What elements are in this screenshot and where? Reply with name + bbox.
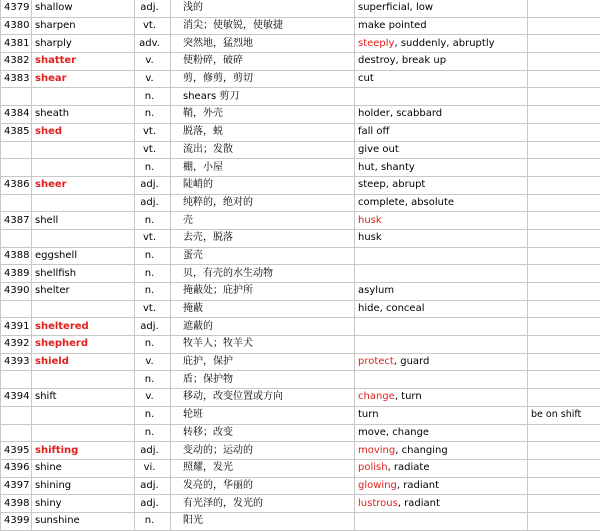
synonym-text: , changing: [395, 445, 447, 456]
english-synonyms: [355, 477, 528, 495]
entry-number: 4385: [1, 123, 32, 141]
headword: [32, 300, 135, 318]
entry-number: 4383: [1, 70, 32, 88]
entry-number: 4382: [1, 53, 32, 71]
usage-example: [528, 283, 600, 301]
headword: sharply: [32, 35, 135, 53]
table-row: [1, 247, 600, 265]
table-row: [1, 459, 600, 477]
table-row: [1, 353, 600, 371]
headword: shining: [32, 477, 135, 495]
chinese-meaning: 剪，修剪，剪切: [171, 70, 355, 88]
part-of-speech: n.: [135, 247, 171, 265]
chinese-meaning: 鞘，外壳: [171, 106, 355, 124]
usage-example: [528, 17, 600, 35]
table-row: [1, 512, 600, 530]
usage-example: [528, 176, 600, 194]
english-synonyms: [355, 336, 528, 354]
table-row: [1, 424, 600, 442]
chinese-meaning: 移动，改变位置或方向: [171, 389, 355, 407]
english-synonyms: [355, 176, 528, 194]
part-of-speech: vi.: [135, 459, 171, 477]
table-row: [1, 159, 600, 177]
english-synonyms: [355, 371, 528, 389]
headword: shelter: [32, 283, 135, 301]
usage-example: [528, 70, 600, 88]
entry-number: [1, 300, 32, 318]
usage-example: [528, 35, 600, 53]
english-synonyms: [355, 318, 528, 336]
part-of-speech: v.: [135, 53, 171, 71]
entry-number: 4394: [1, 389, 32, 407]
english-synonyms: [355, 70, 528, 88]
headword: shatter: [32, 53, 135, 71]
synonym-text: , turn: [395, 391, 422, 402]
synonym-text: , radiate: [388, 462, 430, 473]
chinese-meaning: 突然地，猛烈地: [171, 35, 355, 53]
chinese-meaning: 脱落，蜕: [171, 123, 355, 141]
table-row: [1, 389, 600, 407]
entry-number: 4397: [1, 477, 32, 495]
english-synonyms: [355, 459, 528, 477]
headword: [32, 159, 135, 177]
table-row: [1, 336, 600, 354]
entry-number: 4399: [1, 512, 32, 530]
headword: shellfish: [32, 265, 135, 283]
usage-example: [528, 389, 600, 407]
table-row: [1, 70, 600, 88]
table-row: [1, 106, 600, 124]
synonym-text: holder, scabbard: [358, 108, 442, 119]
usage-example: [528, 300, 600, 318]
part-of-speech: adj.: [135, 194, 171, 212]
table-row: [1, 283, 600, 301]
table-row: [1, 123, 600, 141]
chinese-meaning: 去壳，脱落: [171, 229, 355, 247]
table-row: [1, 212, 600, 230]
part-of-speech: v.: [135, 70, 171, 88]
usage-example: [528, 336, 600, 354]
headword: sharpen: [32, 17, 135, 35]
part-of-speech: vt.: [135, 141, 171, 159]
headword: shallow: [32, 0, 135, 17]
headword: [32, 88, 135, 106]
usage-example: [528, 88, 600, 106]
english-synonyms: [355, 106, 528, 124]
chinese-meaning: 纯粹的，绝对的: [171, 194, 355, 212]
part-of-speech: n.: [135, 283, 171, 301]
table-row: [1, 17, 600, 35]
part-of-speech: adj.: [135, 477, 171, 495]
synonym-highlight: steeply: [358, 38, 394, 49]
usage-example: [528, 247, 600, 265]
entry-number: 4387: [1, 212, 32, 230]
entry-number: 4386: [1, 176, 32, 194]
entry-number: 4392: [1, 336, 32, 354]
table-row: [1, 318, 600, 336]
chinese-meaning: 蛋壳: [171, 247, 355, 265]
table-row: [1, 495, 600, 513]
english-synonyms: [355, 283, 528, 301]
chinese-meaning: 使粉碎，破碎: [171, 53, 355, 71]
headword: shift: [32, 389, 135, 407]
synonym-text: , suddenly, abruptly: [394, 38, 494, 49]
entry-number: [1, 88, 32, 106]
headword: [32, 424, 135, 442]
headword: [32, 194, 135, 212]
english-synonyms: [355, 123, 528, 141]
synonym-text: move, change: [358, 427, 429, 438]
synonym-text: complete, absolute: [358, 197, 454, 208]
entry-number: [1, 371, 32, 389]
part-of-speech: vt.: [135, 300, 171, 318]
english-synonyms: [355, 212, 528, 230]
usage-example: [528, 265, 600, 283]
synonym-text: turn: [358, 409, 379, 420]
entry-number: 4380: [1, 17, 32, 35]
chinese-meaning: 照耀，发光: [171, 459, 355, 477]
chinese-meaning: 贝，有壳的水生动物: [171, 265, 355, 283]
part-of-speech: adj.: [135, 495, 171, 513]
chinese-meaning: 遮蔽的: [171, 318, 355, 336]
synonym-text: superficial, low: [358, 2, 433, 13]
table-row: [1, 265, 600, 283]
table-row: [1, 35, 600, 53]
usage-example: [528, 123, 600, 141]
english-synonyms: [355, 53, 528, 71]
english-synonyms: [355, 88, 528, 106]
chinese-meaning: 陡峭的: [171, 176, 355, 194]
chinese-meaning: 浅的: [171, 0, 355, 17]
headword: [32, 406, 135, 424]
english-synonyms: [355, 512, 528, 530]
synonym-text: cut: [358, 73, 374, 84]
table-row: [1, 141, 600, 159]
headword: sunshine: [32, 512, 135, 530]
chinese-meaning: 牧羊人；牧羊犬: [171, 336, 355, 354]
entry-number: [1, 406, 32, 424]
headword: shield: [32, 353, 135, 371]
chinese-meaning: 变动的；运动的: [171, 442, 355, 460]
part-of-speech: n.: [135, 512, 171, 530]
english-synonyms: [355, 495, 528, 513]
english-synonyms: [355, 141, 528, 159]
headword: eggshell: [32, 247, 135, 265]
usage-example: [528, 459, 600, 477]
synonym-text: fall off: [358, 126, 389, 137]
part-of-speech: n.: [135, 159, 171, 177]
headword: shell: [32, 212, 135, 230]
table-row: [1, 88, 600, 106]
usage-example: [528, 106, 600, 124]
synonym-text: , guard: [394, 356, 429, 367]
synonym-text: husk: [358, 232, 382, 243]
english-synonyms: [355, 35, 528, 53]
headword: [32, 229, 135, 247]
english-synonyms: [355, 424, 528, 442]
english-synonyms: [355, 17, 528, 35]
usage-example: [528, 141, 600, 159]
synonym-text: hut, shanty: [358, 162, 415, 173]
synonym-highlight: moving: [358, 445, 395, 456]
table-row: [1, 300, 600, 318]
english-synonyms: [355, 353, 528, 371]
part-of-speech: n.: [135, 424, 171, 442]
usage-example: [528, 0, 600, 17]
english-synonyms: [355, 159, 528, 177]
synonym-highlight: change: [358, 391, 395, 402]
chinese-meaning: 掩蔽: [171, 300, 355, 318]
part-of-speech: adj.: [135, 318, 171, 336]
table-row: [1, 53, 600, 71]
part-of-speech: adj.: [135, 0, 171, 17]
chinese-meaning: 庇护，保护: [171, 353, 355, 371]
chinese-meaning: 发亮的，华丽的: [171, 477, 355, 495]
chinese-meaning: 盾；保护物: [171, 371, 355, 389]
usage-example: [528, 442, 600, 460]
part-of-speech: adv.: [135, 35, 171, 53]
table-row: [1, 0, 600, 17]
english-synonyms: [355, 265, 528, 283]
synonym-text: asylum: [358, 285, 394, 296]
entry-number: 4398: [1, 495, 32, 513]
table-row: [1, 442, 600, 460]
entry-number: 4379: [1, 0, 32, 17]
chinese-meaning: 壳: [171, 212, 355, 230]
entry-number: 4381: [1, 35, 32, 53]
english-synonyms: [355, 389, 528, 407]
entry-number: [1, 424, 32, 442]
entry-number: 4384: [1, 106, 32, 124]
usage-example: [528, 229, 600, 247]
usage-example: [528, 495, 600, 513]
entry-number: [1, 229, 32, 247]
table-row: [1, 371, 600, 389]
headword: sheer: [32, 176, 135, 194]
headword: shine: [32, 459, 135, 477]
synonym-text: destroy, break up: [358, 55, 446, 66]
english-synonyms: [355, 300, 528, 318]
chinese-meaning: 阳光: [171, 512, 355, 530]
synonym-highlight: protect: [358, 356, 394, 367]
part-of-speech: vt.: [135, 17, 171, 35]
headword: sheltered: [32, 318, 135, 336]
synonym-text: steep, abrupt: [358, 179, 425, 190]
part-of-speech: n.: [135, 106, 171, 124]
table-row: [1, 229, 600, 247]
synonym-highlight: glowing: [358, 480, 397, 491]
synonym-text: , radiant: [398, 498, 440, 509]
chinese-meaning: 棚，小屋: [171, 159, 355, 177]
english-synonyms: [355, 194, 528, 212]
usage-example: [528, 159, 600, 177]
part-of-speech: n.: [135, 336, 171, 354]
entry-number: 4390: [1, 283, 32, 301]
chinese-meaning: 掩蔽处；庇护所: [171, 283, 355, 301]
chinese-meaning: 有光泽的，发光的: [171, 495, 355, 513]
usage-example: [528, 371, 600, 389]
part-of-speech: n.: [135, 265, 171, 283]
synonym-text: give out: [358, 144, 399, 155]
headword: shifting: [32, 442, 135, 460]
usage-example: [528, 353, 600, 371]
headword: shepherd: [32, 336, 135, 354]
usage-example: be on shift: [528, 406, 600, 424]
chinese-meaning: 轮班: [171, 406, 355, 424]
part-of-speech: n.: [135, 406, 171, 424]
usage-example: [528, 212, 600, 230]
table-row: [1, 477, 600, 495]
chinese-meaning: 流出；发散: [171, 141, 355, 159]
english-synonyms: [355, 0, 528, 17]
chinese-meaning: shears 剪刀: [171, 88, 355, 106]
part-of-speech: v.: [135, 353, 171, 371]
part-of-speech: n.: [135, 371, 171, 389]
chinese-meaning: 转移；改变: [171, 424, 355, 442]
synonym-highlight: lustrous: [358, 498, 398, 509]
entry-number: 4396: [1, 459, 32, 477]
headword: sheath: [32, 106, 135, 124]
part-of-speech: n.: [135, 88, 171, 106]
synonym-highlight: husk: [358, 215, 382, 226]
chinese-meaning: 消尖；使敏锐，使敏捷: [171, 17, 355, 35]
english-synonyms: [355, 406, 528, 424]
synonym-text: hide, conceal: [358, 303, 424, 314]
headword: [32, 371, 135, 389]
synonym-text: , radiant: [397, 480, 439, 491]
synonym-text: make pointed: [358, 20, 427, 31]
table-row: [1, 406, 600, 424]
part-of-speech: vt.: [135, 229, 171, 247]
usage-example: [528, 53, 600, 71]
entry-number: 4393: [1, 353, 32, 371]
headword: shed: [32, 123, 135, 141]
part-of-speech: n.: [135, 212, 171, 230]
entry-number: [1, 194, 32, 212]
usage-example: [528, 424, 600, 442]
usage-example: [528, 318, 600, 336]
entry-number: [1, 141, 32, 159]
usage-example: [528, 194, 600, 212]
part-of-speech: vt.: [135, 123, 171, 141]
part-of-speech: adj.: [135, 442, 171, 460]
table-row: [1, 194, 600, 212]
entry-number: 4389: [1, 265, 32, 283]
part-of-speech: adj.: [135, 176, 171, 194]
headword: shear: [32, 70, 135, 88]
entry-number: 4388: [1, 247, 32, 265]
entry-number: 4395: [1, 442, 32, 460]
headword: [32, 141, 135, 159]
english-synonyms: [355, 247, 528, 265]
part-of-speech: v.: [135, 389, 171, 407]
english-synonyms: [355, 442, 528, 460]
synonym-highlight: polish: [358, 462, 388, 473]
vocabulary-rows: [1, 0, 600, 530]
usage-example: [528, 477, 600, 495]
usage-example: [528, 512, 600, 530]
english-synonyms: [355, 229, 528, 247]
entry-number: 4391: [1, 318, 32, 336]
entry-number: [1, 159, 32, 177]
table-row: [1, 176, 600, 194]
headword: shiny: [32, 495, 135, 513]
